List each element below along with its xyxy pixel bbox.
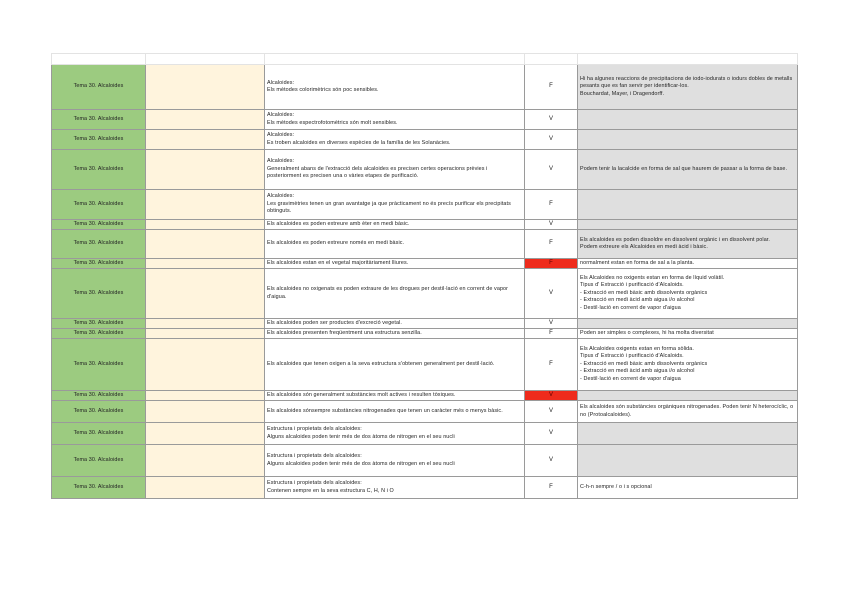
question-text: Els alcaloides sónsempre substàncies nitrogenades que tenen un caràcter més o menys bàsic.: [267, 407, 503, 414]
question-text: Els alcaloides es poden extreure només en medi bàsic.: [267, 240, 405, 247]
topic-text: Tema 30. Alcaloides: [73, 289, 124, 296]
table-row: [52, 339, 798, 391]
empty-cell[interactable]: [146, 230, 265, 259]
answer-text: F: [549, 360, 553, 367]
table-row: [52, 401, 798, 423]
answer-cell[interactable]: [525, 329, 578, 339]
topic-text: Tema 30. Alcaloides: [73, 319, 124, 326]
question-cell[interactable]: [265, 339, 525, 391]
table-row: [52, 230, 798, 259]
note-text: Poden ser simples o complexes, hi ha molta diversitat: [580, 329, 714, 336]
topic-cell[interactable]: [52, 259, 146, 269]
topic-cell[interactable]: [52, 230, 146, 259]
question-text: Els alcaloides no oxigenats es poden extraure de les drogues per destil·lació en corrent de vapor d'aigua.: [267, 286, 509, 300]
answer-cell[interactable]: [525, 477, 578, 499]
table-row: [52, 391, 798, 401]
topic-cell[interactable]: [52, 65, 146, 110]
question-cell[interactable]: [265, 190, 525, 220]
topic-text: Tema 30. Alcaloides: [73, 165, 124, 172]
topic-text: Tema 30. Alcaloides: [73, 391, 124, 398]
empty-cell[interactable]: [146, 319, 265, 329]
note-text: Hi ha algunes reaccions de precipitacions de iodo-iodurats o iodurs dobles de metalls pesants que es fan servir per identificar-los. Bouchardat, Mayer, i Dragendorff.: [580, 75, 793, 97]
note-text: Podem tenir la lacalcide en forma de sal que haurem de passar a la forma de base.: [580, 165, 788, 172]
question-cell[interactable]: [265, 269, 525, 319]
question-cell[interactable]: [265, 65, 525, 110]
note-cell[interactable]: [578, 401, 798, 423]
question-text: Els alcaloides es poden extreure amb èter en medi bàsic.: [267, 220, 410, 227]
answer-cell[interactable]: [525, 65, 578, 110]
question-text: Estructura i propietats dels alcaloides: Alguns alcaloides poden tenir més de dos àtoms de nitrogen en el seu nucli: [267, 426, 455, 440]
header-cell[interactable]: [578, 54, 798, 65]
question-text: Estructura i propietats dels alcaloides: Contenen sempre en la seva estructura C, H, N i O: [267, 480, 394, 494]
question-cell[interactable]: [265, 477, 525, 499]
header-cell[interactable]: [146, 54, 265, 65]
answer-text: V: [548, 220, 554, 227]
empty-cell[interactable]: [146, 477, 265, 499]
topic-cell[interactable]: [52, 319, 146, 329]
empty-cell[interactable]: [146, 391, 265, 401]
question-cell[interactable]: [265, 150, 525, 190]
answer-text: V: [548, 135, 554, 142]
topic-text: Tema 30. Alcaloides: [73, 360, 124, 367]
note-cell[interactable]: [578, 329, 798, 339]
question-cell[interactable]: [265, 319, 525, 329]
question-text: Alcaloides: Els mètodes espectrofotomètrics són molt sensibles.: [267, 112, 398, 126]
question-cell[interactable]: [265, 259, 525, 269]
header-row: [52, 54, 798, 65]
header-cell[interactable]: [525, 54, 578, 65]
empty-cell[interactable]: [146, 445, 265, 477]
answer-cell[interactable]: [525, 339, 578, 391]
answer-text: V: [548, 115, 554, 122]
question-cell[interactable]: [265, 130, 525, 150]
note-cell[interactable]: [578, 269, 798, 319]
table-row: [52, 150, 798, 190]
empty-cell[interactable]: [146, 259, 265, 269]
question-cell[interactable]: [265, 230, 525, 259]
empty-cell[interactable]: [146, 329, 265, 339]
answer-text: V: [548, 319, 554, 326]
note-cell[interactable]: [578, 110, 798, 130]
table-row: [52, 329, 798, 339]
note-text: Els alcaloides es poden dissoldre en dissolvent orgànic i en dissolvent polar. Podem extreure els Alcaloides en medi àcid i bàsic.: [580, 236, 770, 250]
answer-cell[interactable]: [525, 423, 578, 445]
topic-text: Tema 30. Alcaloides: [73, 483, 124, 490]
empty-cell[interactable]: [146, 150, 265, 190]
answer-cell[interactable]: [525, 190, 578, 220]
answer-text: V: [548, 407, 554, 414]
answer-text: V: [548, 456, 554, 463]
answer-cell[interactable]: [525, 220, 578, 230]
topic-text: Tema 30. Alcaloides: [73, 259, 124, 266]
note-cell[interactable]: [578, 150, 798, 190]
note-cell[interactable]: [578, 445, 798, 477]
table-row: [52, 65, 798, 110]
answer-cell[interactable]: [525, 391, 578, 401]
table-row: [52, 319, 798, 329]
table-row: [52, 477, 798, 499]
question-cell[interactable]: [265, 391, 525, 401]
header-cell[interactable]: [265, 54, 525, 65]
answer-text: F: [549, 259, 553, 266]
note-cell[interactable]: [578, 230, 798, 259]
table-row: [52, 190, 798, 220]
answer-cell[interactable]: [525, 269, 578, 319]
topic-cell[interactable]: [52, 401, 146, 423]
topic-text: Tema 30. Alcaloides: [73, 135, 124, 142]
answer-cell[interactable]: [525, 445, 578, 477]
table-row: [52, 423, 798, 445]
topic-cell[interactable]: [52, 150, 146, 190]
question-text: Els alcaloides presenten freqüentment una estructura senzilla.: [267, 329, 422, 336]
note-cell[interactable]: [578, 190, 798, 220]
empty-cell[interactable]: [146, 65, 265, 110]
question-cell[interactable]: [265, 220, 525, 230]
answer-text: V: [548, 289, 554, 296]
question-text: Els alcaloides poden ser productes d'excreció vegetal.: [267, 319, 402, 326]
table-row: [52, 220, 798, 230]
topic-text: Tema 30. Alcaloides: [73, 456, 124, 463]
topic-text: Tema 30. Alcaloides: [73, 240, 124, 247]
topic-text: Tema 30. Alcaloides: [73, 200, 124, 207]
question-cell[interactable]: [265, 423, 525, 445]
answer-cell[interactable]: [525, 259, 578, 269]
answer-text: V: [548, 165, 554, 172]
note-cell[interactable]: [578, 319, 798, 329]
question-text: Els alcaloides són generalment substàncies molt actives i resulten tòxiques.: [267, 391, 456, 398]
topic-cell[interactable]: [52, 339, 146, 391]
topic-cell[interactable]: [52, 110, 146, 130]
empty-cell[interactable]: [146, 269, 265, 319]
note-cell[interactable]: [578, 477, 798, 499]
topic-cell[interactable]: [52, 220, 146, 230]
table-row: [52, 445, 798, 477]
topic-text: Tema 30. Alcaloides: [73, 407, 124, 414]
note-text: Els alcaloides són substàncies orgàniques nitrogenades. Poden tenir N heterocíclic, o no (Protoalcaloides).: [580, 404, 794, 418]
question-text: Els alcaloides estan en el vegetal majoritàriament lliures.: [267, 259, 409, 266]
answer-text: F: [549, 240, 553, 247]
note-text: Els Alcaloides oxigents estan en forma sòlida. Tipus d' Extracció i purificació d'Alcaloids. - Extracció en medi bàsic amb dissolvents orgànics - Extracció en medi àcid amb aigua i/o alcohol - Destil·lació en corrent de vapor d'aigua: [580, 345, 708, 382]
empty-cell[interactable]: [146, 220, 265, 230]
question-text: Alcaloides: Es troben alcaloides en diverses espècies de la família de les Solanàcies.: [267, 132, 451, 146]
note-cell[interactable]: [578, 65, 798, 110]
question-text: Alcaloides: Els mètodes colorimètrics són poc sensibles.: [267, 79, 379, 93]
answer-text: V: [548, 429, 554, 436]
answer-text: F: [549, 329, 553, 336]
question-text: Estructura i propietats dels alcaloides: Alguns alcaloides poden tenir més de dos àtoms de nitrogen en el seu nucli: [267, 453, 455, 467]
table-row: [52, 259, 798, 269]
topic-text: Tema 30. Alcaloides: [73, 429, 124, 436]
note-cell[interactable]: [578, 423, 798, 445]
note-cell[interactable]: [578, 220, 798, 230]
header-cell[interactable]: [52, 54, 146, 65]
question-text: Alcaloides: Generalment abans de l'extracció dels alcaloides es precisen certes operacions prèvies i posteriorment es precisen una o vàries etapes de purificació.: [267, 158, 488, 180]
table-row: [52, 130, 798, 150]
topic-cell[interactable]: [52, 329, 146, 339]
note-text: normalment estan en forma de sal a la planta.: [580, 259, 695, 266]
empty-cell[interactable]: [146, 423, 265, 445]
question-cell[interactable]: [265, 329, 525, 339]
answer-cell[interactable]: [525, 150, 578, 190]
note-text: C-h-n sempre / o i s opcional: [580, 483, 652, 490]
topic-cell[interactable]: [52, 130, 146, 150]
topic-cell[interactable]: [52, 445, 146, 477]
note-cell[interactable]: [578, 130, 798, 150]
answer-text: F: [549, 483, 553, 490]
empty-cell[interactable]: [146, 339, 265, 391]
answer-cell[interactable]: [525, 110, 578, 130]
question-cell[interactable]: [265, 445, 525, 477]
answer-text: F: [549, 200, 553, 207]
topic-text: Tema 30. Alcaloides: [73, 220, 124, 227]
answer-cell[interactable]: [525, 319, 578, 329]
question-cell[interactable]: [265, 401, 525, 423]
empty-cell[interactable]: [146, 130, 265, 150]
topic-cell[interactable]: [52, 269, 146, 319]
note-cell[interactable]: [578, 391, 798, 401]
note-text: Els Alcaloides no oxigents estan en forma de líquid volàtil. Tipus d' Extracció i purificació d'Alcaloids. - Extracció en medi bàsic amb dissolvents orgànics - Extracció en medi àcid amb aigua i/o alcohol - Destil·lació en corrent de vapor d'aigua: [580, 274, 725, 311]
note-cell[interactable]: [578, 259, 798, 269]
answer-cell[interactable]: [525, 401, 578, 423]
question-cell[interactable]: [265, 110, 525, 130]
empty-cell[interactable]: [146, 401, 265, 423]
topic-cell[interactable]: [52, 190, 146, 220]
note-cell[interactable]: [578, 339, 798, 391]
answer-cell[interactable]: [525, 230, 578, 259]
question-text: Els alcaloides que tenen oxigen a la seva estructura s'obtenen generalment per destil·lació.: [267, 360, 495, 367]
empty-cell[interactable]: [146, 190, 265, 220]
topic-text: Tema 30. Alcaloides: [73, 83, 124, 90]
answer-text: V: [548, 391, 554, 398]
table-row: [52, 269, 798, 319]
answer-cell[interactable]: [525, 130, 578, 150]
questions-table: [51, 53, 798, 499]
table-row: [52, 110, 798, 130]
question-text: Alcaloides: Les gravimètries tenen un gran avantatge ja que pràcticament no és precís purificar els precipitats obtinguts.: [267, 193, 511, 215]
topic-text: Tema 30. Alcaloides: [73, 115, 124, 122]
topic-text: Tema 30. Alcaloides: [73, 329, 124, 336]
answer-text: F: [549, 83, 553, 90]
topic-cell[interactable]: [52, 477, 146, 499]
spreadsheet: [51, 53, 798, 499]
topic-cell[interactable]: [52, 423, 146, 445]
empty-cell[interactable]: [146, 110, 265, 130]
topic-cell[interactable]: [52, 391, 146, 401]
